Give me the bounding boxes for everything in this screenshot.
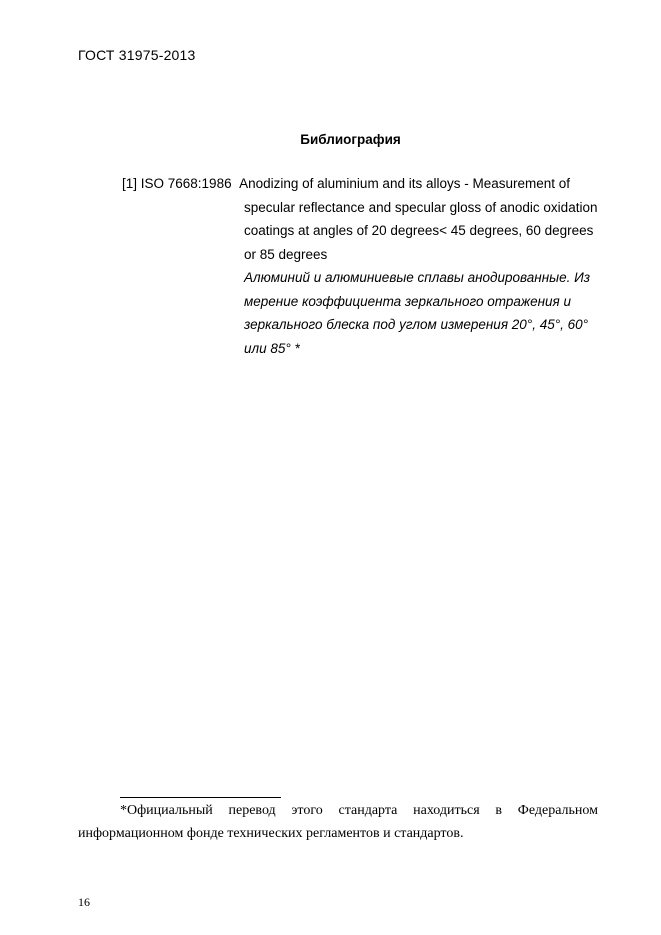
bibliography-entry-title-en-line: coatings at angles of 20 degrees< 45 degrees, 60 degrees bbox=[244, 223, 594, 238]
bibliography-entry-title-en-line: Anodizing of aluminium and its alloys - Measurement of bbox=[239, 176, 571, 191]
document-code-header: ГОСТ 31975-2013 bbox=[78, 47, 196, 63]
footnote-divider bbox=[120, 797, 281, 798]
bibliography-entry bbox=[122, 172, 602, 360]
bibliography-entry-reference: [1] ISO 7668:1986 bbox=[122, 176, 232, 191]
bibliography-entry-title-en-line: or 85 degrees bbox=[244, 246, 328, 262]
bibliography-entry-first-line bbox=[122, 172, 602, 196]
footnote-line: *Официальный перевод этого стандарта находиться в Федеральном bbox=[120, 803, 598, 818]
bibliography-title: Библиография bbox=[300, 132, 401, 147]
footnote-line: информационном фонде технических регламентов и стандартов. bbox=[78, 826, 464, 841]
bibliography-entry-title-ru-line: Алюминий и алюминиевые сплавы анодированные. Из bbox=[244, 270, 591, 285]
bibliography-entry-title-ru-line: зеркального блеска под углом измерения 20°, 45°, 60° bbox=[244, 317, 589, 332]
bibliography-entry-title-ru-line: или 85° * bbox=[244, 340, 300, 356]
footnote bbox=[78, 799, 598, 845]
bibliography-entry-title-ru-line: мерение коэффициента зеркального отражения и bbox=[244, 293, 572, 309]
page-number: 16 bbox=[78, 895, 90, 909]
bibliography-entry-title-en-line: specular reflectance and specular gloss of anodic oxidation bbox=[244, 199, 598, 215]
